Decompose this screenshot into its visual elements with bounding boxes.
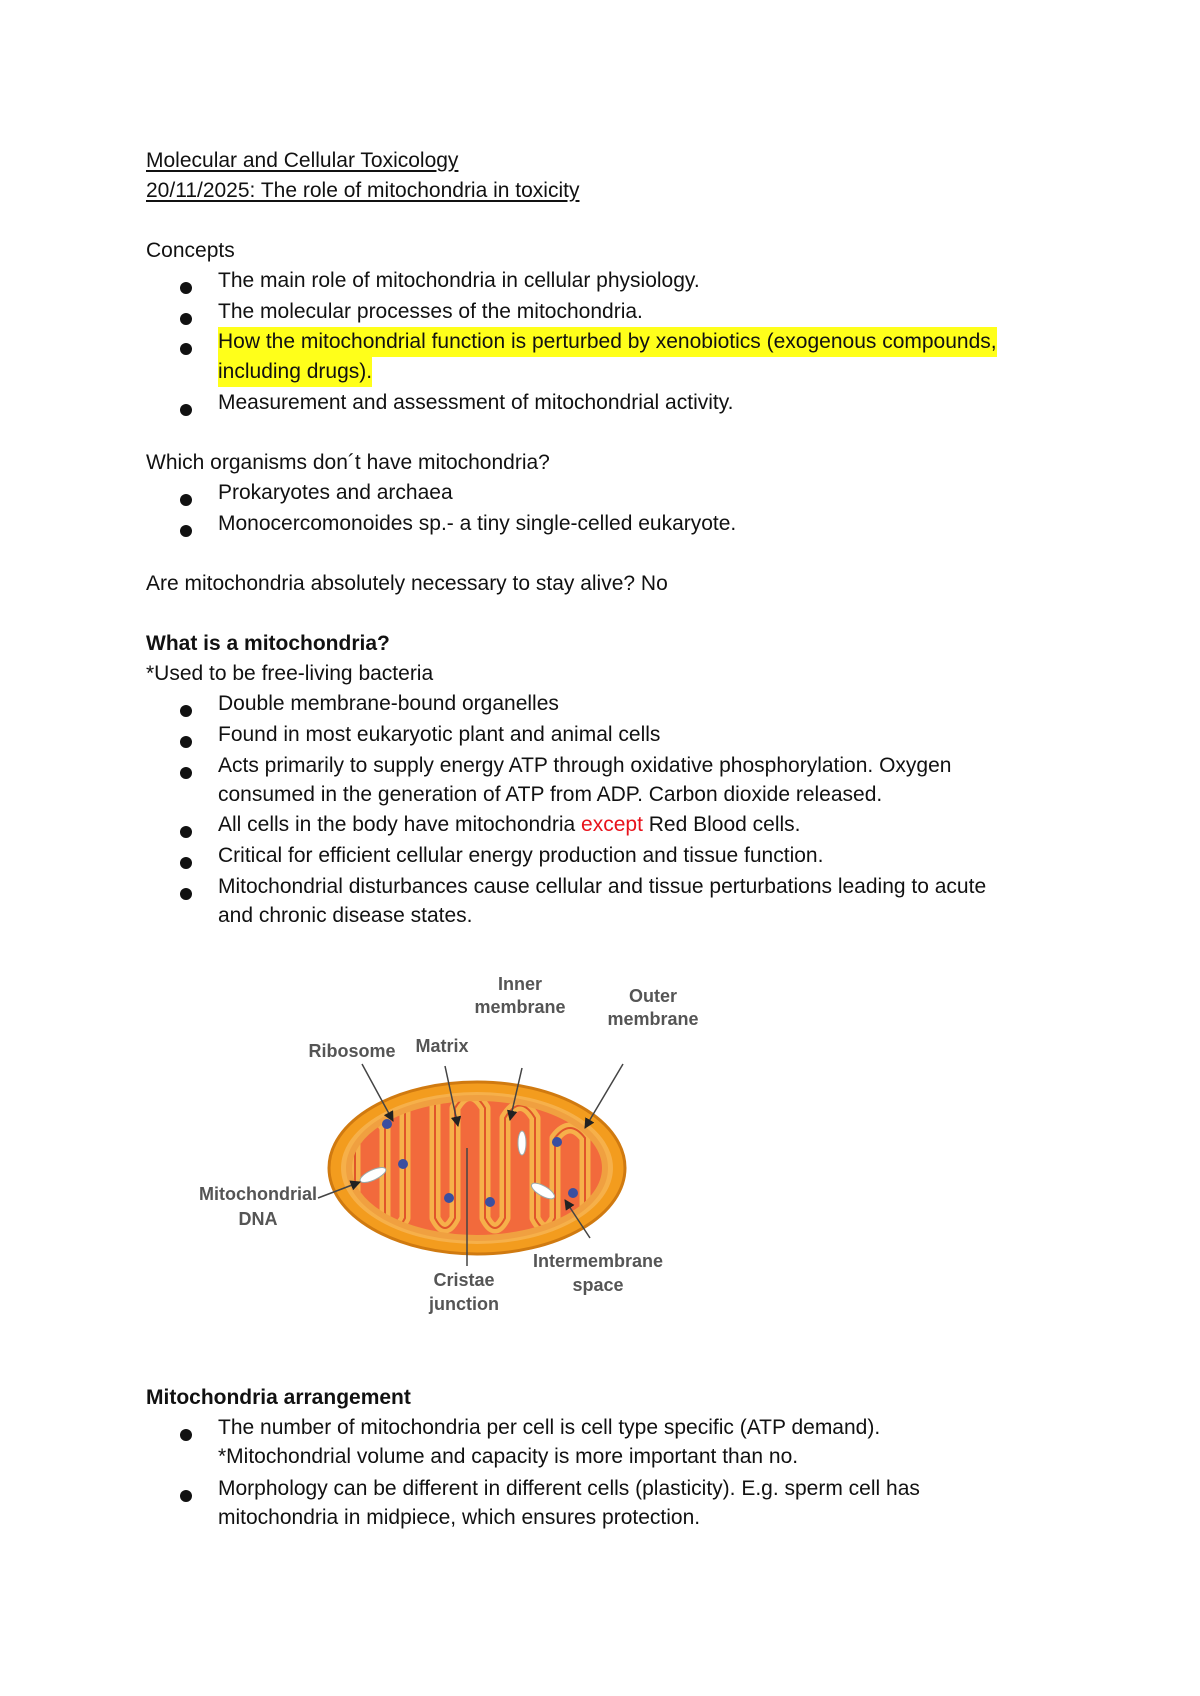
course-title: Molecular and Cellular Toxicology [146, 149, 459, 172]
label-outer-2: membrane [607, 1009, 699, 1029]
bullet-icon [180, 767, 192, 779]
lecture-title: 20/11/2025: The role of mitochondria in toxicity [146, 179, 580, 202]
bullet-icon [180, 1429, 192, 1441]
rbc-text-b: Red Blood cells. [642, 813, 801, 836]
bullet-icon [180, 826, 192, 838]
arrangement-item: Morphology can be different in different cells (plasticity). E.g. sperm cell has [218, 1477, 920, 1500]
bullet-icon [180, 525, 192, 537]
label-cristae-1: Cristae [433, 1270, 495, 1290]
what-is-item: Double membrane-bound organelles [218, 692, 559, 715]
what-is-item: Found in most eukaryotic plant and animal cells [218, 723, 661, 746]
label-outer-1: Outer [628, 986, 678, 1006]
concepts-item: The main role of mitochondria in cellular physiology. [218, 269, 700, 292]
label-ribosome: Ribosome [308, 1041, 396, 1061]
no-mito-question: Which organisms don´t have mitochondria? [146, 451, 550, 474]
no-mito-item: Monocercomonoides sp.- a tiny single-celled eukaryote. [218, 512, 737, 535]
bullet-icon [180, 494, 192, 506]
bullet-icon [180, 1490, 192, 1502]
label-inner-1: Inner [497, 974, 543, 994]
concepts-item-highlighted: How the mitochondrial function is perturbed by xenobiotics (exogenous compounds, [218, 327, 997, 357]
label-mtdna-2: DNA [238, 1209, 278, 1229]
what-is-item-cont: and chronic disease states. [218, 904, 473, 927]
label-ims-2: space [572, 1275, 624, 1295]
bullet-icon [180, 404, 192, 416]
what-is-item: Acts primarily to supply energy ATP through oxidative phosphorylation. Oxygen [218, 754, 952, 777]
what-is-heading: What is a mitochondria? [146, 632, 390, 655]
arrangement-item-cont: *Mitochondrial volume and capacity is more important than no. [218, 1445, 799, 1468]
bullet-icon [180, 313, 192, 325]
bullet-icon [180, 888, 192, 900]
concepts-item-highlighted-cont: including drugs). [218, 357, 372, 387]
arrangement-item: The number of mitochondria per cell is cell type specific (ATP demand). [218, 1416, 881, 1439]
label-ims-1: Intermembrane [532, 1251, 664, 1271]
what-is-item: Mitochondrial disturbances cause cellular and tissue perturbations leading to acute [218, 875, 987, 898]
what-is-item-rbc [218, 810, 801, 840]
concepts-item: Measurement and assessment of mitochondrial activity. [218, 391, 734, 414]
concepts-heading: Concepts [146, 239, 235, 262]
label-mtdna-1: Mitochondrial [199, 1184, 317, 1204]
bullet-icon [180, 857, 192, 869]
bullet-icon [180, 705, 192, 717]
no-mito-item: Prokaryotes and archaea [218, 481, 453, 504]
except-word: except [581, 813, 643, 836]
concepts-item: The molecular processes of the mitochondria. [218, 300, 643, 323]
rbc-text-a: All cells in the body have mitochondria [218, 813, 582, 836]
what-is-item-cont: consumed in the generation of ATP from ADP. Carbon dioxide released. [218, 783, 883, 806]
label-inner-2: membrane [474, 997, 566, 1017]
arrangement-item-cont: mitochondria in midpiece, which ensures protection. [218, 1506, 701, 1529]
bullet-icon [180, 282, 192, 294]
mitochondrion-diagram [180, 968, 740, 1328]
arrangement-heading: Mitochondria arrangement [146, 1386, 411, 1409]
what-is-item: Critical for efficient cellular energy production and tissue function. [218, 844, 824, 867]
label-matrix: Matrix [415, 1036, 469, 1056]
label-cristae-2: junction [429, 1294, 499, 1314]
necessary-question: Are mitochondria absolutely necessary to stay alive? No [146, 572, 668, 595]
what-is-note: *Used to be free-living bacteria [146, 662, 434, 685]
bullet-icon [180, 736, 192, 748]
bullet-icon [180, 343, 192, 355]
